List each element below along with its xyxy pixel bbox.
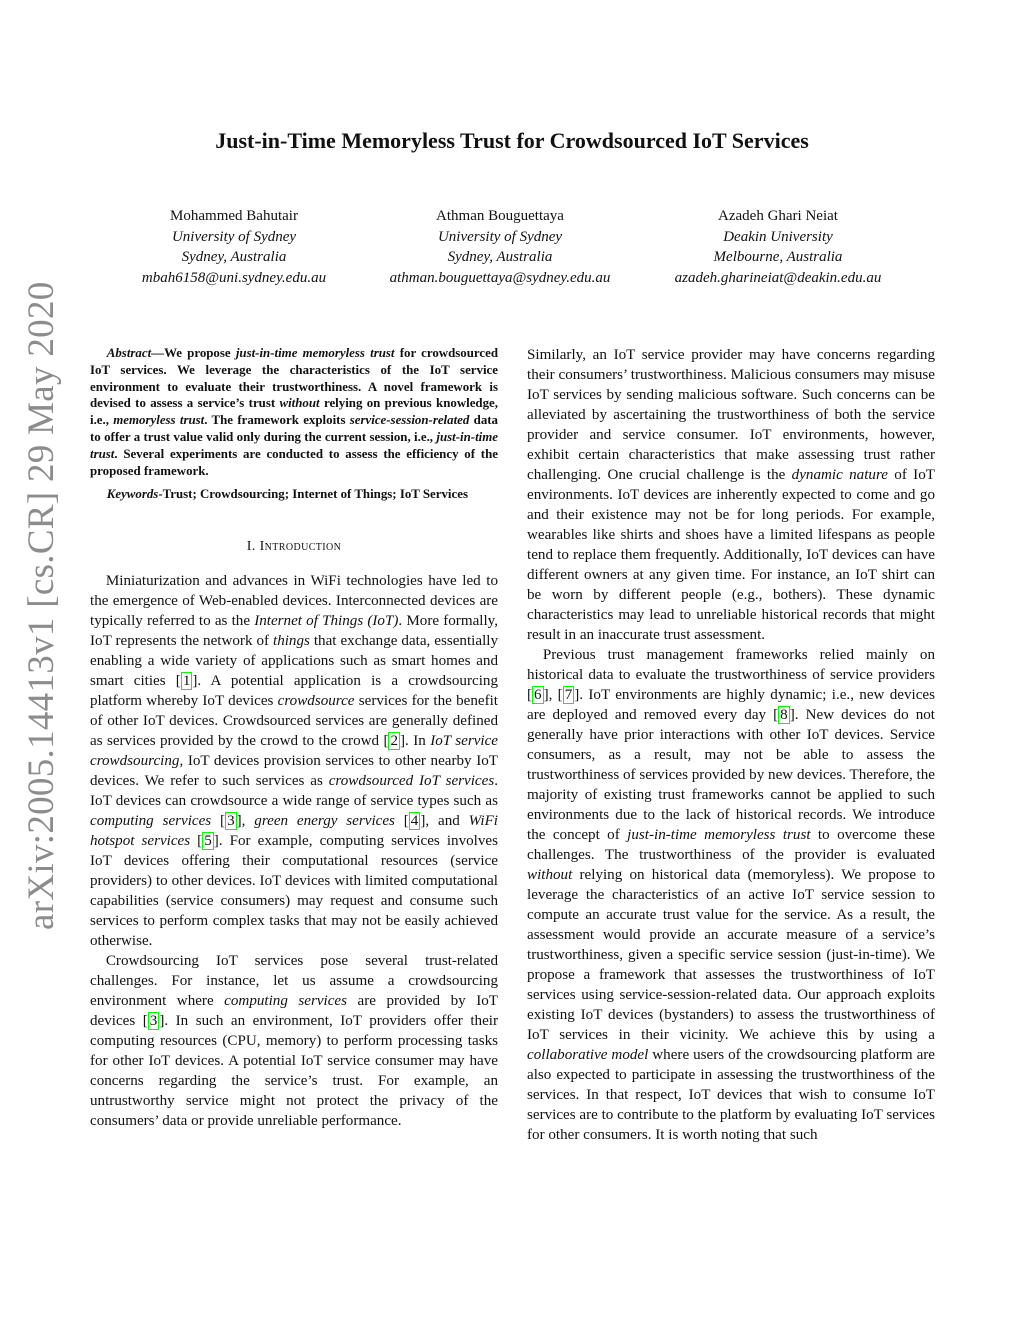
text: relying on historical data (memoryless). We propose to leverage the characteristics of an active IoT service session to compute an accurate trust value for the service. As a result, the assessment would provide an accurate measure of a service’s trustworthiness, given a specific service session (just-in-time). We propose a framework that assesses the trustworthiness of IoT services using service-session-related data. Our approach exploits existing IoT devices (bystanders) to assess the trustworthiness of IoT services in their vicinity. We achieve this by using a (527, 867, 935, 1043)
text: ], [ (543, 687, 563, 703)
citation-link[interactable]: 5 (204, 833, 212, 850)
author-name: Azadeh Ghari Neiat (718, 208, 838, 224)
text: ], (236, 813, 255, 830)
section-title: Introduction (259, 539, 342, 555)
abstract-text: relying on previous knowledge, i.e., (90, 396, 498, 428)
text: ]. IoT environments are highly dynamic; i.e., new devices are deployed and removed every day [ (527, 687, 935, 723)
text: of IoT environments. IoT devices are inherently expected to come and go and their existence may not be for long periods. For example, wearables like shirts and shoes have a limited lifespans as people tend to replace them frequently. Additionally, IoT devices can have different owners at any given time. For instance, an IoT shirt can be worn by different people (e.g., bothers). These dynamic characteristics may lead to unreliable historical records that might result in an inaccurate trust assessment. (527, 467, 935, 643)
author-affiliation: University of Sydney (171, 228, 297, 245)
text: ], and (420, 813, 469, 830)
author-name: Athman Bouguettaya (436, 208, 564, 224)
citation-link[interactable]: 8 (780, 707, 788, 723)
paragraph (90, 951, 498, 1131)
abstract-text: just-in-time trust (90, 429, 498, 461)
text: crowdsourced IoT services (328, 773, 495, 790)
text: . More formally, IoT represents the network of (90, 613, 498, 650)
citation-link[interactable]: 3 (149, 1013, 158, 1030)
author-location: Sydney, Australia (447, 249, 553, 265)
citation-link[interactable]: 7 (564, 687, 573, 703)
text: Similarly, an IoT service provider may have concerns regarding their consumers’ trustworthiness. Malicious consumers may misuse IoT services by sending malicious software. Such concerns can be alleviated by ascertaining the trustworthiness of both the service provider and service consumer. IoT environments, however, exhibit certain characteristics that make assessing trust rather challenging. One crucial challenge is the (527, 347, 935, 483)
text: without (527, 867, 573, 883)
paragraph (527, 645, 935, 1145)
abstract-text: —We propose (151, 346, 236, 360)
abstract-label: Abstract (106, 346, 152, 360)
text: Crowdsourcing IoT services pose several trust-related challenges. For instance, let us assume a crowdsourcing environment where (90, 953, 498, 1010)
abstract-text: . The framework exploits (204, 413, 350, 428)
text: [ (394, 813, 409, 830)
text: ]. A potential application is a crowdsourcing platform whereby IoT devices (90, 673, 498, 710)
text: Miniaturization and advances in WiFi technologies have led to the emergence of Web-enabled devices. Interconnected devices are typically referred to as the (90, 573, 498, 630)
text: to overcome these challenges. The trustworthiness of the provider is evaluated (527, 827, 935, 863)
paper-title: Just-in-Time Memoryless Trust for Crowdsourced IoT Services (215, 128, 809, 153)
author-email: mbah6158@uni.sydney.edu.au (141, 269, 327, 286)
section-heading (90, 537, 498, 557)
text: green energy services (254, 813, 395, 830)
text: ]. New devices do not generally have prior interactions with other IoT devices. Service consumers, as a result, may not be able to assess the trustworthiness of services provided by new devices. Therefore, the majority of existing trust frameworks cannot be applied to such environments due to the lack of historical records. We introduce the concept of (527, 707, 935, 843)
abstract-text: memoryless trust (113, 413, 205, 428)
text: where users of the crowdsourcing platform are also expected to participate in assessing the trustworthiness of the services. In that respect, IoT devices that wish to consume IoT services are to contribute to the platform by evaluating IoT services for other consumers. It is worth noting that such (527, 1047, 936, 1143)
arxiv-identifier-stamp: arXiv:2005.14413v1 [cs.CR] 29 May 2020 (21, 281, 62, 930)
keywords-text: -Trust; Crowdsourcing; Internet of Things; IoT Services (158, 487, 468, 502)
author-location: Sydney, Australia (181, 249, 287, 265)
right-column (527, 345, 935, 1145)
abstract-text: data to offer a trust value valid only during the current session, i.e., (90, 413, 498, 444)
keywords-label: Keywords (106, 487, 159, 502)
text: [ (190, 833, 203, 850)
paragraph (90, 571, 498, 951)
abstract-text: without (279, 396, 320, 411)
paragraph (527, 345, 935, 645)
abstract-text: . Several experiments are conducted to assess the efficiency of the proposed framework. (90, 446, 498, 478)
text: , IoT devices provision services to other nearby IoT devices. We refer to such services as (90, 753, 498, 790)
citation-link[interactable]: 3 (227, 813, 235, 830)
text: dynamic nature (791, 467, 888, 483)
text: . IoT devices can crowdsource a wide range of service types such as (90, 773, 498, 810)
citation-link[interactable]: 2 (390, 733, 399, 750)
section-number: I. (246, 539, 256, 555)
text: that exchange data, essentially enabling a wide variety of applications such as smart homes and smart cities [ (90, 633, 499, 690)
text: IoT service crowdsourcing (90, 733, 499, 770)
text: things (273, 633, 310, 650)
abstract-text: just-in-time memoryless trust (235, 346, 395, 360)
text: computing services (224, 993, 348, 1010)
citation-link[interactable]: 6 (534, 687, 542, 703)
text: ]. For example, computing services involves IoT devices offering their computational resources (service providers) to other devices. IoT devices with limited computational capabilities (service consumers) may request and consume such services to perform complex tasks that may not be easily achieved otherwise. (90, 833, 498, 950)
text: Previous trust management frameworks relied mainly on historical data to evaluate the trustworthiness of service providers [ (527, 647, 935, 703)
author-affiliation: University of Sydney (437, 228, 563, 245)
text: collaborative model (527, 1047, 649, 1063)
left-column (90, 345, 498, 1131)
author-block (350, 206, 650, 288)
abstract (90, 345, 498, 479)
text: are provided by IoT devices [ (90, 993, 498, 1030)
author-email: athman.bouguettaya@sydney.edu.au (389, 269, 611, 286)
text: crowdsource (277, 693, 355, 710)
text: [ (211, 813, 226, 830)
author-email: azadeh.gharineiat@deakin.edu.au (674, 269, 882, 286)
text: services for the benefit of other IoT devices. Crowdsourced services are generally defined as services provided by the crowd to the crowd [ (90, 693, 499, 750)
citation-link[interactable]: 1 (182, 673, 191, 690)
author-block (84, 206, 384, 288)
text: ]. In such an environment, IoT providers offer their computing resources (CPU, memory) to perform processing tasks for other IoT devices. A potential IoT service consumer may have concerns regarding the service’s trust. For example, an untrustworthy service might not protect the privacy of the consumers’ data or provide unreliable performance. (90, 1013, 498, 1130)
citation-link[interactable]: 4 (410, 813, 419, 830)
text: ]. In (400, 733, 431, 750)
author-location: Melbourne, Australia (713, 249, 843, 265)
text: just-in-time memoryless trust (627, 827, 811, 843)
text: computing services (90, 813, 212, 830)
author-name: Mohammed Bahutair (170, 208, 298, 224)
abstract-text: for crowdsourced IoT services. We leverage the characteristics of the IoT service environment to evaluate their trustworthiness. A novel framework is devised to assess a service’s trust (90, 346, 498, 411)
author-block (628, 206, 928, 288)
text: Internet of Things (IoT) (254, 613, 399, 630)
abstract-text: service-session-related (349, 413, 470, 428)
keywords (90, 486, 498, 503)
text: WiFi hotspot services (90, 813, 498, 850)
author-affiliation: Deakin University (723, 228, 833, 245)
